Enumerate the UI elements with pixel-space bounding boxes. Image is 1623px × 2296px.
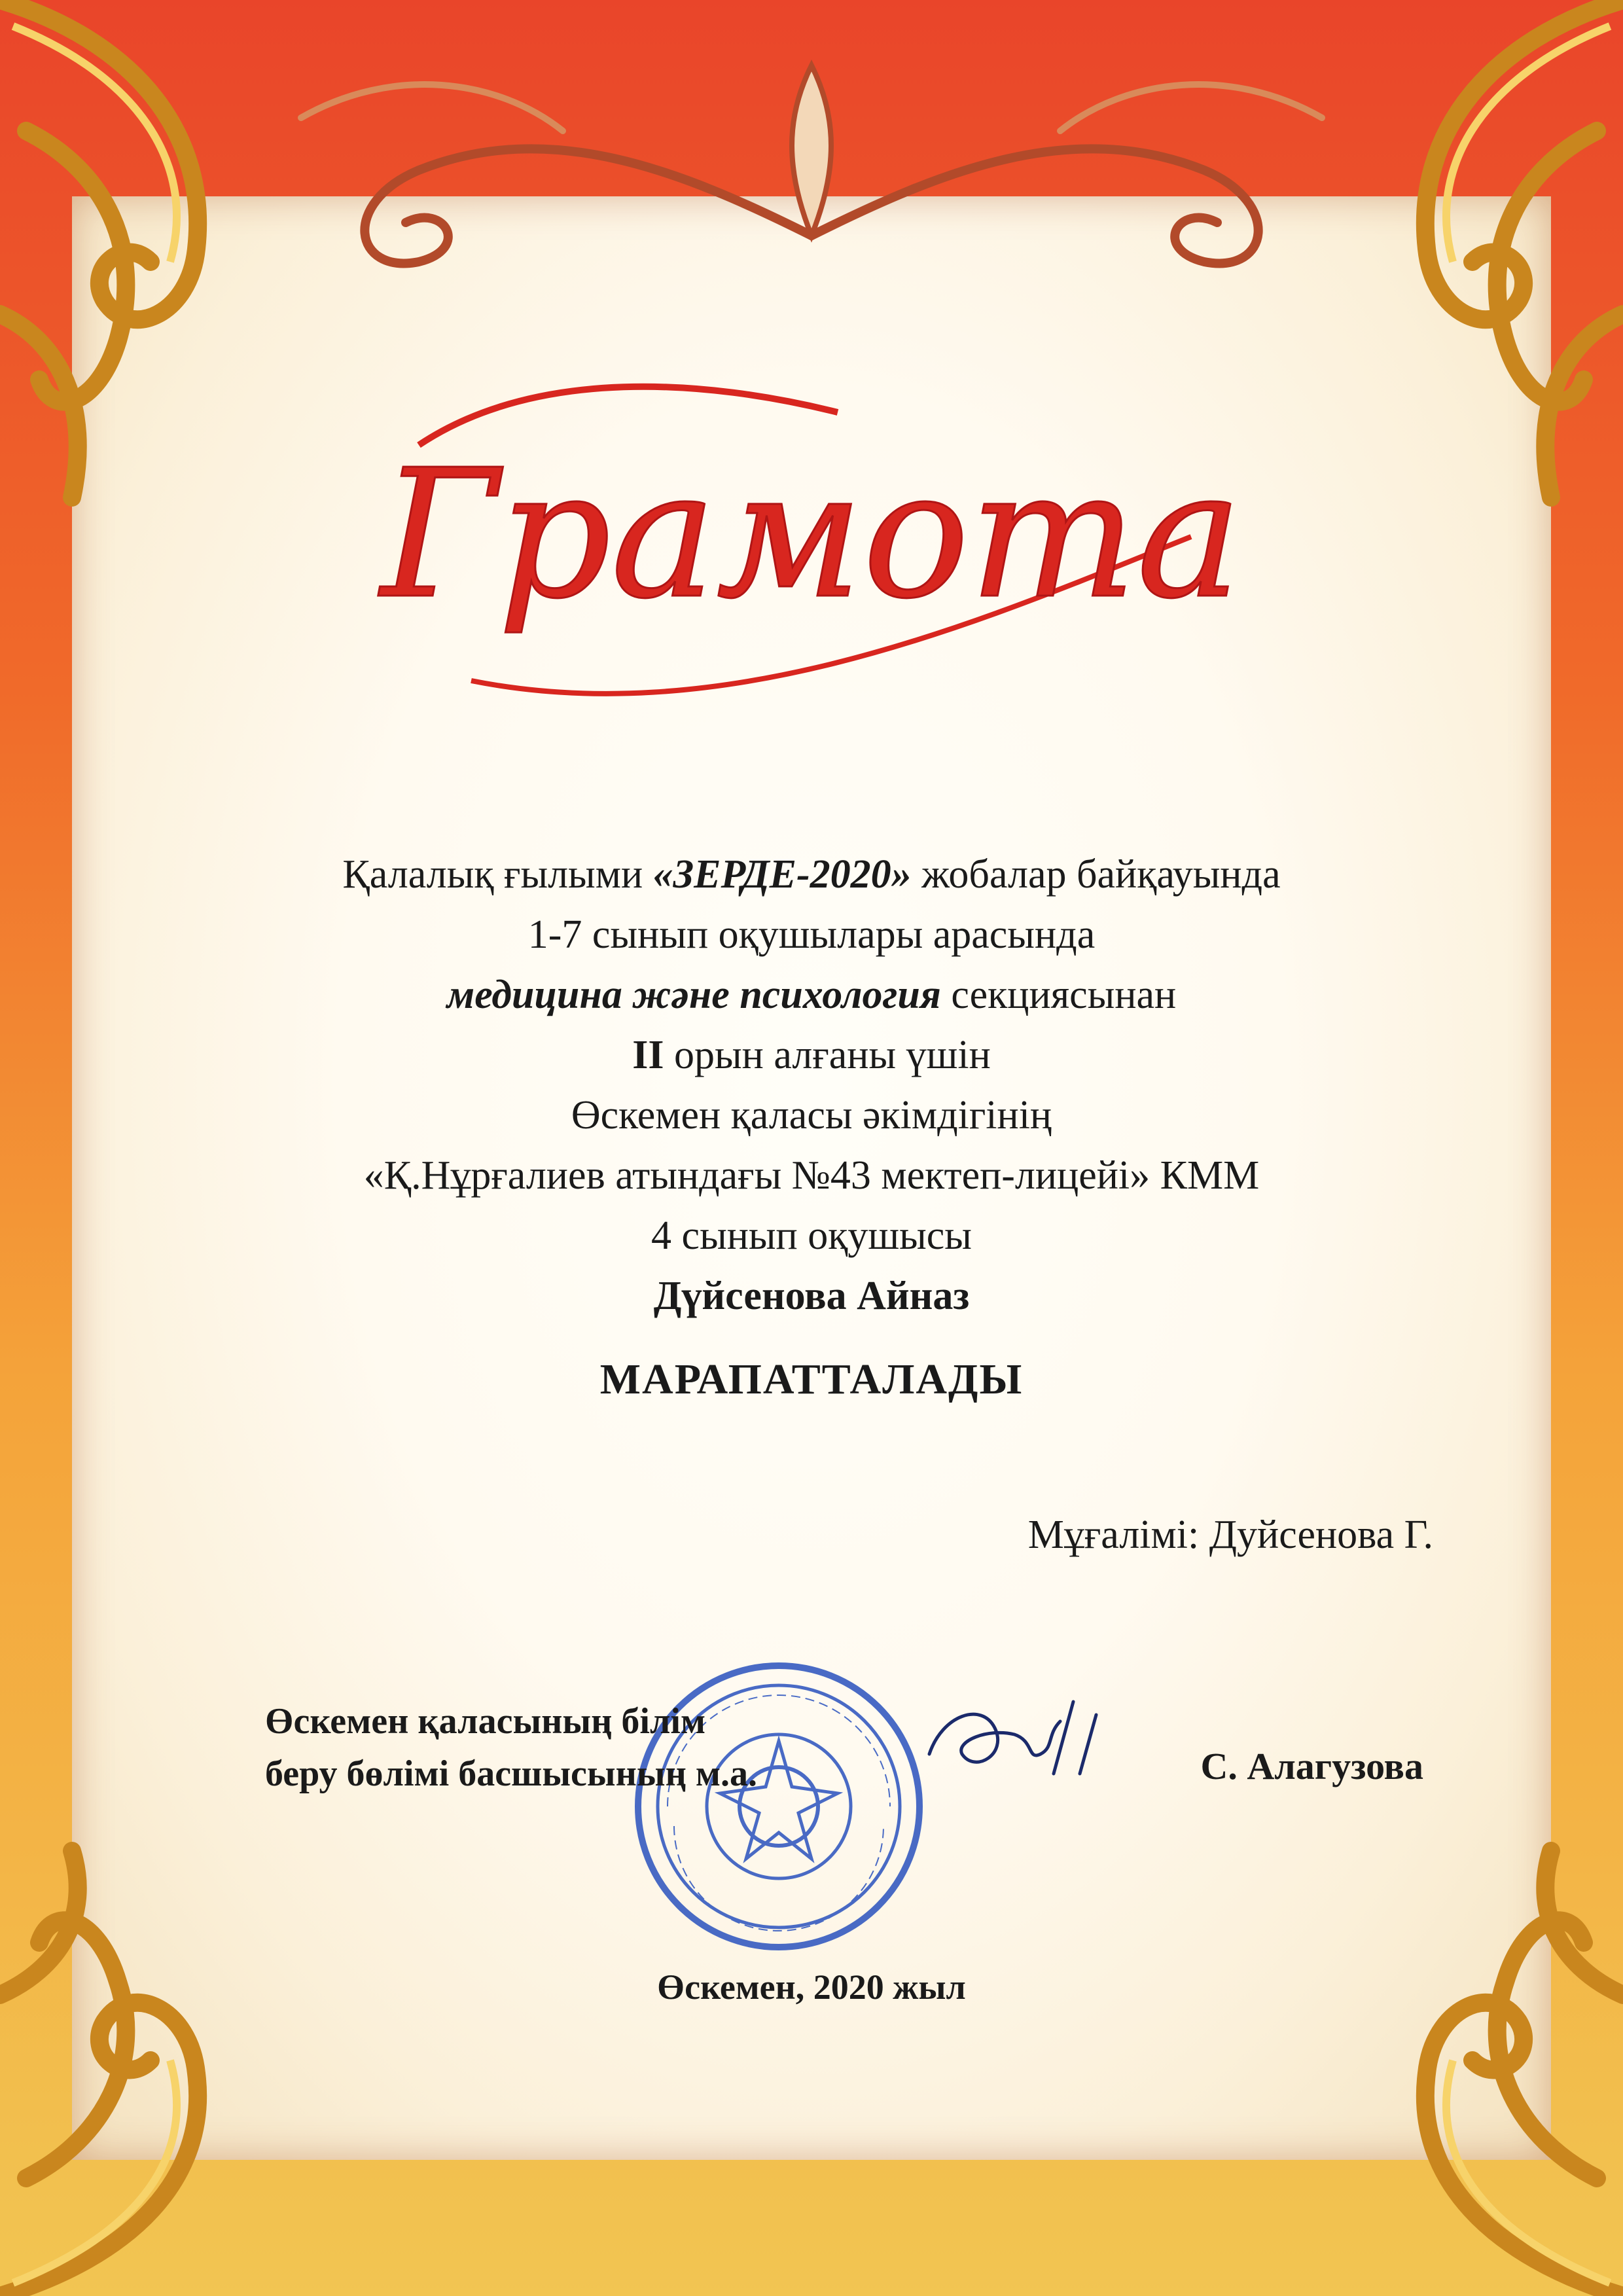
signatory-name: С. Алагузова (1200, 1745, 1423, 1787)
award-text: МАРАПАТТАЛАДЫ (599, 1355, 1024, 1403)
place-and-year: Өскемен, 2020 жыл (657, 1967, 966, 2007)
certificate-title (340, 340, 1283, 746)
certificate-title-text: Грамота (381, 431, 1242, 637)
body-line-3: медицина және психология секциясынан (446, 973, 1177, 1017)
ornament-bottom-right-icon (1257, 1838, 1623, 2296)
body-line-2: 1-7 сынып оқушылары арасында (527, 912, 1096, 957)
certificate-body (0, 844, 1623, 1326)
ornament-top-center-icon (223, 39, 1400, 314)
section-name: медицина және психология (446, 973, 941, 1017)
signatory-position (265, 1695, 757, 1800)
body-line-7: 4 сынып оқушысы (651, 1213, 972, 1258)
teacher-line: Мұғалімі: Дуйсенова Г. (1027, 1513, 1433, 1557)
body-line-1: Қалалық ғылыми «ЗЕРДЕ-2020» жобалар байқауында (342, 852, 1281, 897)
body-line-6: «Қ.Нұрғалиев атындағы №43 мектеп-лицейі» КММ (363, 1153, 1260, 1198)
body-line-4: ІІ орын алғаны үшін (632, 1033, 991, 1077)
place-number: ІІ (632, 1033, 664, 1077)
signatory-position-line-1: Өскемен қаласының білім (265, 1701, 706, 1742)
ornament-bottom-left-icon (0, 1838, 366, 2296)
signatory-position-line-2: беру бөлімі басшысының м.а. (265, 1753, 758, 1794)
contest-name: «ЗЕРДЕ-2020» (652, 852, 912, 897)
handwritten-signature-icon (916, 1676, 1113, 1806)
body-line-5: Өскемен қаласы әкімдігінің (571, 1093, 1052, 1138)
recipient-name: Дүйсенова Айназ (653, 1274, 970, 1318)
